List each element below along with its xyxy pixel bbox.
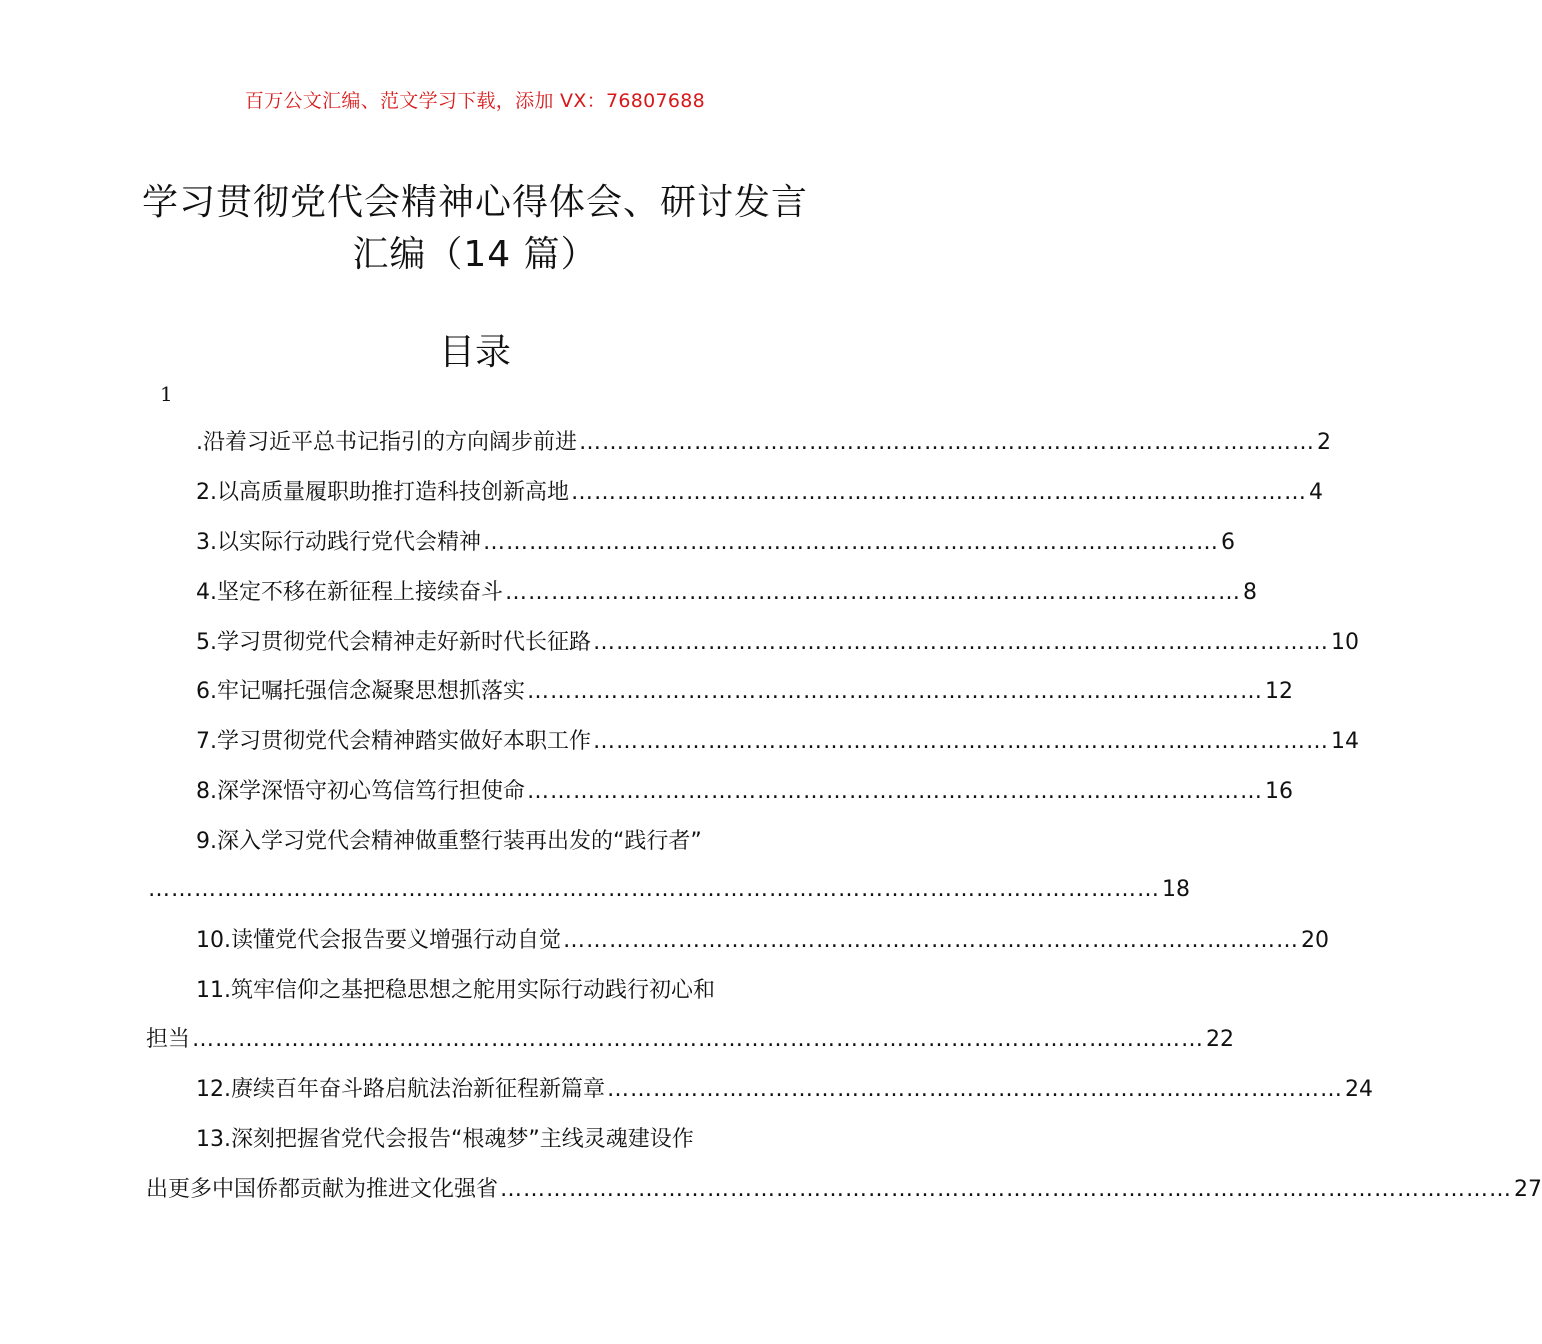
toc-leader-dots: ……………………………………………………………………………………: [579, 430, 1315, 455]
toc-entry-title-cont: 出更多中国侨都贡献为推进文化强省: [146, 1177, 499, 1202]
toc-leader-dots: ……………………………………………………………………………………: [527, 679, 1263, 704]
toc-entry-title: 4.坚定不移在新征程上接续奋斗: [196, 580, 503, 605]
toc-leader-dots: ……………………………………………………………………………………: [563, 928, 1299, 953]
toc-entry[interactable]: [146, 1172, 1542, 1208]
toc-leader-dots: ……………………………………………………………………………………………………………………: [148, 877, 1160, 902]
toc-entry-page: 20: [1301, 928, 1329, 953]
toc-entry-page: 16: [1265, 779, 1293, 804]
toc-entry[interactable]: [196, 475, 1323, 511]
toc-entry-page: 8: [1243, 580, 1257, 605]
toc-entry-page: 14: [1331, 729, 1359, 754]
toc-entry-title: 6.牢记嘱托强信念凝聚思想抓落实: [196, 679, 525, 704]
toc-leader-dots: ……………………………………………………………………………………: [483, 530, 1219, 555]
toc-entry-title: 12.赓续百年奋斗路启航法治新征程新篇章: [196, 1077, 605, 1102]
document-title-line2: 汇编（14 篇）: [352, 234, 598, 275]
toc-entry[interactable]: [146, 1022, 1235, 1058]
toc-leader-dots: ……………………………………………………………………………………: [607, 1077, 1343, 1102]
toc-entry-page: 18: [1162, 877, 1190, 902]
toc-entry-page: 12: [1265, 679, 1293, 704]
toc-entry-page: 6: [1221, 530, 1235, 555]
toc-entry-title: 2.以高质量履职助推打造科技创新高地: [196, 480, 569, 505]
toc-heading: 目录: [438, 332, 511, 373]
toc-entry-page: 24: [1345, 1077, 1373, 1102]
toc-entry-page: 2: [1317, 430, 1331, 455]
toc-entry-title-line[interactable]: 11.筑牢信仰之基把稳思想之舵用实际行动践行初心和: [196, 978, 715, 1003]
toc-leader-dots: ……………………………………………………………………………………: [527, 779, 1263, 804]
toc-leader-dots: ……………………………………………………………………………………………………………………: [500, 1177, 1513, 1202]
toc-entry-title-line[interactable]: 9.深入学习党代会精神做重整行装再出发的“践行者”: [196, 829, 702, 854]
toc-entry-title: .沿着习近平总书记指引的方向阔步前进: [196, 430, 577, 455]
promo-header: 百万公文汇编、范文学习下载，添加 VX：76807688: [244, 90, 706, 112]
toc-entry[interactable]: [196, 724, 1359, 760]
toc-entry[interactable]: [196, 674, 1293, 710]
toc-entry-page: 10: [1331, 630, 1359, 655]
toc-entry-title-cont: 担当: [146, 1027, 191, 1052]
toc-leader-dots: ……………………………………………………………………………………: [593, 630, 1329, 655]
toc-entry[interactable]: [196, 774, 1293, 810]
document-title-line1: 学习贯彻党代会精神心得体会、研讨发言: [141, 182, 808, 223]
toc-leader-dots: ……………………………………………………………………………………: [571, 480, 1307, 505]
toc-entry[interactable]: [196, 525, 1235, 561]
toc-entry[interactable]: [196, 1072, 1373, 1108]
toc-entry[interactable]: [196, 625, 1359, 661]
toc-entry[interactable]: [196, 923, 1329, 959]
page-mark: 1: [160, 382, 173, 406]
toc-entry-page: 27: [1514, 1177, 1542, 1202]
toc-leader-dots: ……………………………………………………………………………………: [593, 729, 1329, 754]
toc-entry[interactable]: [196, 575, 1257, 611]
toc-entry-page: 4: [1309, 480, 1323, 505]
toc-leader-dots: ……………………………………………………………………………………………………………………: [192, 1027, 1205, 1052]
toc-entry-title: 5.学习贯彻党代会精神走好新时代长征路: [196, 630, 591, 655]
toc-entry[interactable]: [146, 872, 1190, 908]
toc-entry-title: 3.以实际行动践行党代会精神: [196, 530, 481, 555]
toc-entry-title: 7.学习贯彻党代会精神踏实做好本职工作: [196, 729, 591, 754]
toc-entry-page: 22: [1206, 1027, 1235, 1052]
toc-entry-title: 8.深学深悟守初心笃信笃行担使命: [196, 779, 525, 804]
toc-entry-title: 10.读懂党代会报告要义增强行动自觉: [196, 928, 561, 953]
toc-entry[interactable]: [196, 425, 1331, 461]
toc-entry-title-line[interactable]: 13.深刻把握省党代会报告“根魂梦”主线灵魂建设作: [196, 1127, 694, 1152]
toc-leader-dots: ……………………………………………………………………………………: [505, 580, 1241, 605]
